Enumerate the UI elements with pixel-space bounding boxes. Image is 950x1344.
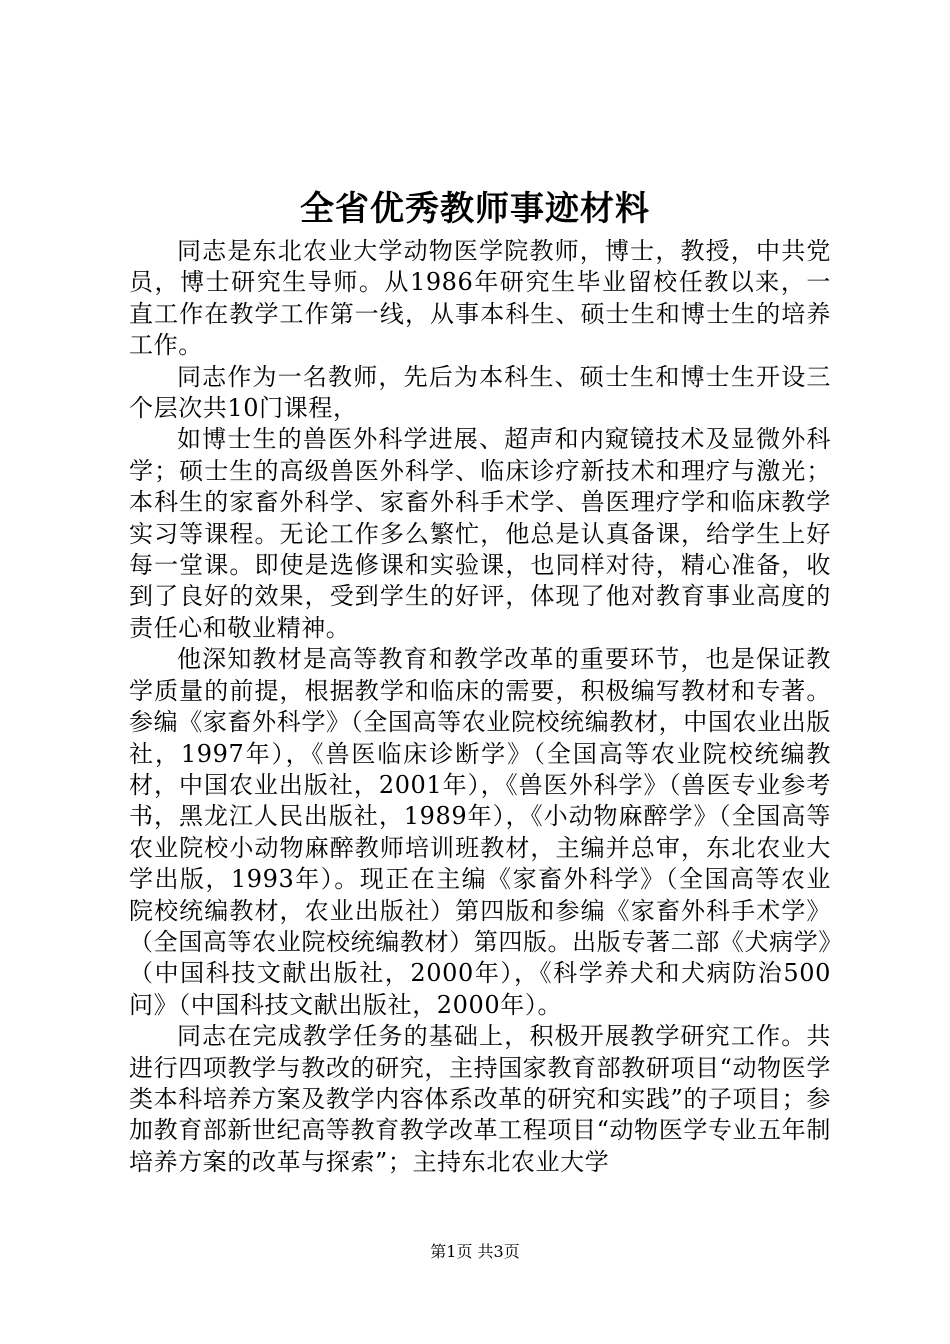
paragraph: 如博士生的兽医外科学进展、超声和内窥镜技术及显微外科学；硕士生的高级兽医外科学、临床诊疗新技术和理疗与激光；本科生的家畜外科学、家畜外科手术学、兽医理疗学和临床教学实习等课程。无论工作多么繁忙，他总是认真备课，给学生上好每一堂课。即使是选修课和实验课，也同样对待，精心准备，收到了良好的效果，受到学生的好评，体现了他对教育事业高度的责任心和敬业精神。 (129, 425, 831, 642)
document-title: 全省优秀教师事迹材料 (300, 189, 650, 229)
paragraph: 同志作为一名教师，先后为本科生、硕士生和博士生开设三个层次共10门课程， (129, 362, 831, 423)
paragraph: 他深知教材是高等教育和教学改革的重要环节，也是保证教学质量的前提，根据教学和临床的需要，积极编写教材和专著。参编《家畜外科学》（全国高等农业院校统编教材，中国农业出版社，1997年），《兽医临床诊断学》（全国高等农业院校统编教材，中国农业出版社，2001年），《兽医外科学》（兽医专业参考书，黑龙江人民出版社，1989年），《小动物麻醉学》（全国高等农业院校小动物麻醉教师培训班教材，主编并总审，东北农业大学出版，1993年）。现正在主编《家畜外科学》（全国高等农业院校统编教材，农业出版社）第四版和参编《家畜外科手术学》（全国高等农业院校统编教材）第四版。出版专著二部《犬病学》（中国科技文献出版社，2000年），《科学养犬和犬病防治500问》（中国科技文献出版社，2000年）。 (129, 645, 831, 1019)
paragraph: 同志是东北农业大学动物医学院教师，博士，教授，中共党员，博士研究生导师。从1986年研究生毕业留校任教以来，一直工作在教学工作第一线，从事本科生、硕士生和博士生的培养工作。 (129, 237, 831, 360)
document-body (129, 236, 831, 1178)
page-footer: 第1页 共3页 (430, 1242, 520, 1261)
paragraph: 同志在完成教学任务的基础上，积极开展教学研究工作。共进行四项教学与教改的研究，主持国家教育部教研项目“动物医学类本科培养方案及教学内容体系改革的研究和实践”的子项目；参加教育部新世纪高等教育教学改革工程项目“动物医学专业五年制培养方案的改革与探索”；主持东北农业大学 (129, 1022, 831, 1176)
